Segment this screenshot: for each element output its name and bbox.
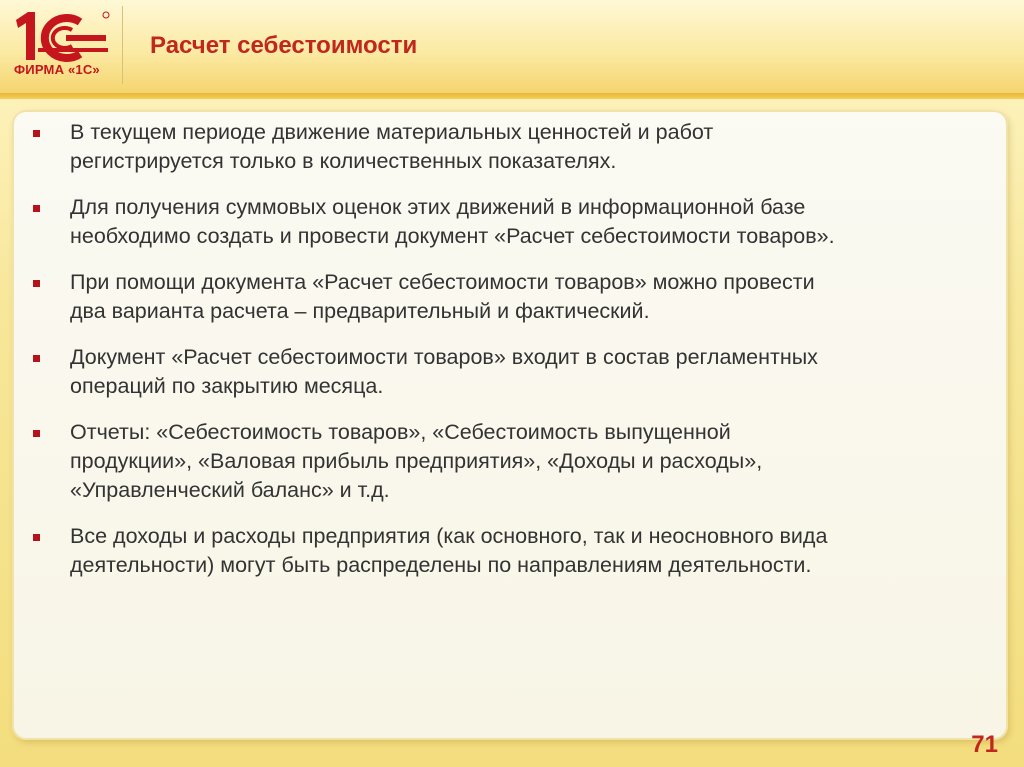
- bullet-text-line: продукции», «Валовая прибыль предприятия», «Доходы и расходы»,: [70, 449, 763, 473]
- header-stripe: [0, 93, 1024, 99]
- list-item: [30, 343, 990, 401]
- bullet-square-icon: [33, 205, 40, 212]
- bullet-square-icon: [33, 280, 40, 287]
- bullet-text-line: Документ «Расчет себестоимости товаров» входит в состав регламентных: [70, 345, 818, 369]
- bullet-text-line: В текущем периоде движение материальных ценностей и работ: [70, 120, 714, 144]
- bullet-text-line: «Управленческий баланс» и т.д.: [70, 478, 390, 502]
- bullet-text-line: деятельности) могут быть распределены по направлениям деятельности.: [70, 553, 812, 577]
- bullet-list: [30, 118, 990, 597]
- bullet-text-line: операций по закрытию месяца.: [70, 374, 384, 398]
- bullet-text-line: два варианта расчета – предварительный и фактический.: [70, 299, 650, 323]
- page-number: 71: [971, 731, 998, 758]
- list-item: [30, 418, 990, 505]
- page-title: Расчет себестоимости: [150, 32, 418, 59]
- bullet-text-line: Для получения суммовых оценок этих движений в информационной базе: [70, 195, 806, 219]
- bullet-text-line: Отчеты: «Себестоимость товаров», «Себестоимость выпущенной: [70, 420, 731, 444]
- list-item: [30, 522, 990, 580]
- logo-caption: ФИРМА «1С»: [14, 62, 100, 77]
- bullet-text-line: При помощи документа «Расчет себестоимости товаров» можно провести: [70, 270, 815, 294]
- bullet-square-icon: [33, 534, 40, 541]
- list-item: [30, 118, 990, 176]
- bullet-text-line: регистрируется только в количественных показателях.: [70, 149, 617, 173]
- list-item: [30, 193, 990, 251]
- bullet-square-icon: [33, 430, 40, 437]
- list-item: [30, 268, 990, 326]
- bullet-text-line: необходимо создать и провести документ «Расчет себестоимости товаров».: [70, 224, 835, 248]
- bullet-text-line: Все доходы и расходы предприятия (как основного, так и неосновного вида: [70, 524, 828, 548]
- header-divider: [122, 6, 123, 84]
- bullet-square-icon: [33, 355, 40, 362]
- slide-header: [0, 0, 1024, 96]
- bullet-square-icon: [33, 130, 40, 137]
